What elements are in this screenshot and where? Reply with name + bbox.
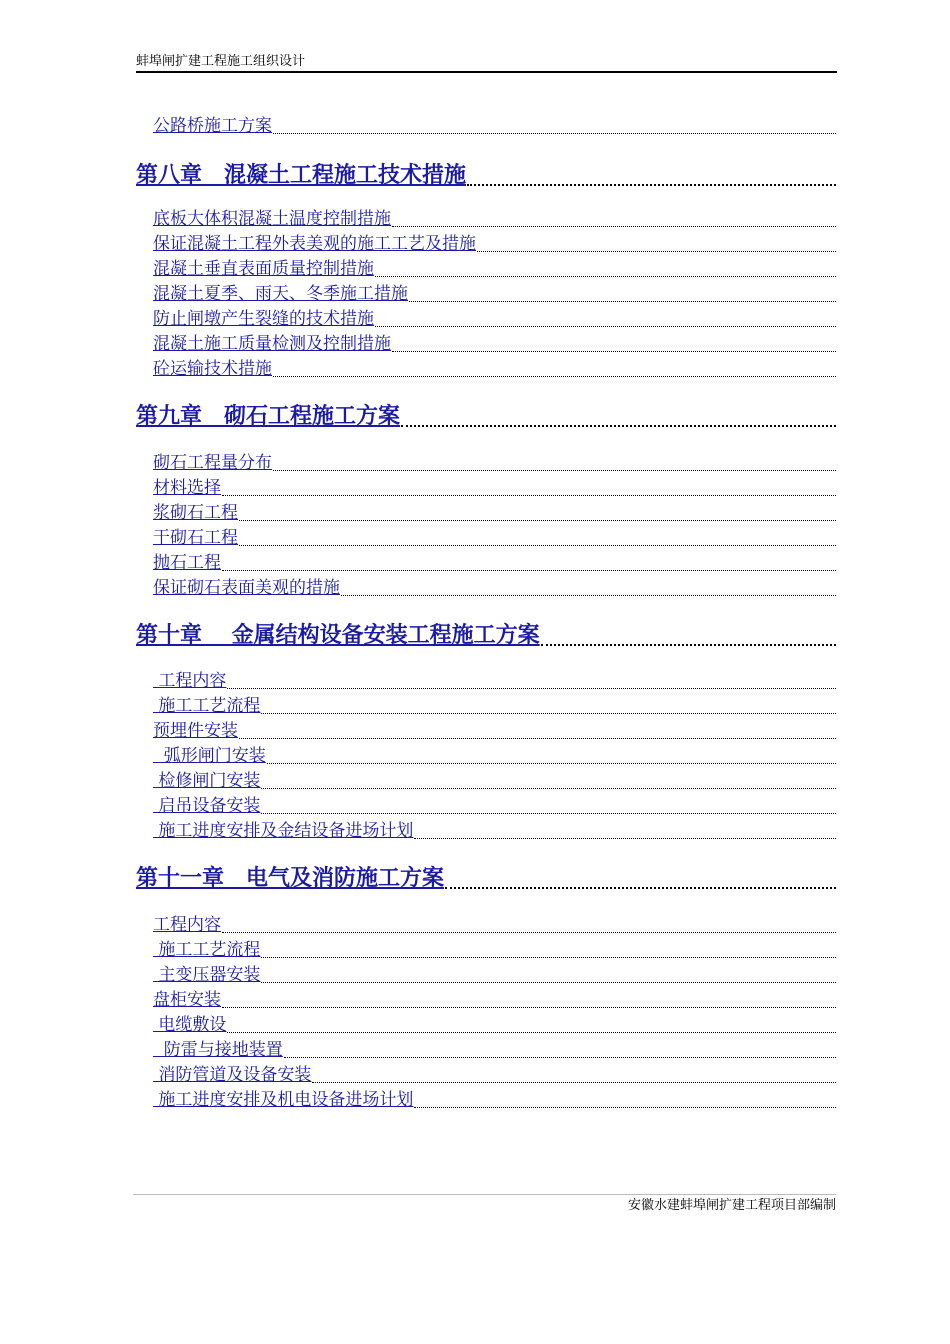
toc-link[interactable]: 混凝土夏季、雨天、冬季施工措施 bbox=[153, 284, 408, 304]
toc-link[interactable]: 弧形闸门安装 bbox=[153, 746, 266, 766]
toc-entry[interactable] bbox=[136, 577, 836, 599]
dot-leader bbox=[222, 1007, 836, 1008]
dot-leader bbox=[267, 763, 836, 764]
page-header bbox=[136, 52, 836, 72]
toc-link[interactable]: 工程内容 bbox=[153, 671, 227, 691]
dot-leader bbox=[239, 738, 836, 739]
toc-entry[interactable] bbox=[136, 333, 836, 355]
dot-leader bbox=[375, 276, 836, 277]
toc-link[interactable]: 第十一章 电气及消防施工方案 bbox=[136, 865, 445, 891]
toc-link[interactable]: 电缆敷设 bbox=[153, 1015, 227, 1035]
toc-link[interactable]: 混凝土施工质量检测及控制措施 bbox=[153, 334, 391, 354]
toc-link[interactable]: 第九章 砌石工程施工方案 bbox=[136, 403, 401, 429]
toc-entry[interactable] bbox=[136, 552, 836, 574]
dot-leader bbox=[409, 301, 836, 302]
dot-leader bbox=[261, 957, 836, 958]
toc-link[interactable]: 混凝土垂直表面质量控制措施 bbox=[153, 259, 374, 279]
toc-link[interactable]: 预埋件安装 bbox=[153, 721, 238, 741]
toc-link[interactable]: 启吊设备安装 bbox=[153, 796, 261, 816]
toc-link[interactable]: 盘柜安装 bbox=[153, 990, 221, 1010]
dot-leader bbox=[467, 184, 836, 186]
toc-entry[interactable] bbox=[136, 770, 836, 792]
toc-entry[interactable] bbox=[136, 695, 836, 717]
dot-leader bbox=[392, 351, 836, 352]
dot-leader bbox=[227, 688, 836, 689]
dot-leader bbox=[284, 1057, 836, 1058]
dot-leader bbox=[375, 326, 836, 327]
dot-leader bbox=[312, 1082, 836, 1083]
footer-text: 安徽水建蚌埠闸扩建工程项目部编制 bbox=[627, 1198, 836, 1213]
toc-link[interactable]: 消防管道及设备安装 bbox=[153, 1065, 312, 1085]
dot-leader bbox=[261, 813, 836, 814]
toc-entry[interactable] bbox=[136, 283, 836, 305]
toc-link[interactable]: 保证砌石表面美观的措施 bbox=[153, 578, 340, 598]
toc-entry[interactable] bbox=[136, 233, 836, 255]
toc-entry[interactable] bbox=[136, 477, 836, 499]
toc-link[interactable]: 第十章 金属结构设备安装工程施工方案 bbox=[136, 622, 540, 648]
dot-leader bbox=[392, 226, 836, 227]
toc-link[interactable]: 防止闸墩产生裂缝的技术措施 bbox=[153, 309, 374, 329]
toc-link[interactable]: 底板大体积混凝土温度控制措施 bbox=[153, 209, 391, 229]
toc-link[interactable]: 主变压器安装 bbox=[153, 965, 261, 985]
toc-entry[interactable] bbox=[136, 208, 836, 230]
toc-chapter-heading[interactable] bbox=[136, 160, 836, 190]
dot-leader bbox=[222, 570, 836, 571]
header-divider bbox=[136, 71, 837, 73]
toc-link[interactable]: 第八章 混凝土工程施工技术措施 bbox=[136, 162, 467, 188]
toc-entry[interactable] bbox=[136, 820, 836, 842]
toc-chapter-heading[interactable] bbox=[136, 401, 836, 431]
dot-leader bbox=[273, 376, 836, 377]
toc-entry[interactable] bbox=[136, 115, 836, 137]
toc-chapter-heading[interactable] bbox=[136, 620, 836, 650]
toc-link[interactable]: 材料选择 bbox=[153, 478, 221, 498]
footer-divider bbox=[133, 1194, 836, 1195]
toc-entry[interactable] bbox=[136, 1039, 836, 1061]
dot-leader bbox=[273, 133, 836, 134]
toc-entry[interactable] bbox=[136, 1064, 836, 1086]
toc-entry[interactable] bbox=[136, 1089, 836, 1111]
dot-leader bbox=[414, 838, 836, 839]
toc-link[interactable]: 保证混凝土工程外表美观的施工工艺及措施 bbox=[153, 234, 476, 254]
toc-entry[interactable] bbox=[136, 914, 836, 936]
toc-entry[interactable] bbox=[136, 964, 836, 986]
dot-leader bbox=[341, 595, 836, 596]
dot-leader bbox=[261, 713, 836, 714]
dot-leader bbox=[273, 470, 836, 471]
dot-leader bbox=[541, 644, 836, 646]
dot-leader bbox=[261, 788, 836, 789]
toc-entry[interactable] bbox=[136, 745, 836, 767]
toc-link[interactable]: 施工工艺流程 bbox=[153, 940, 261, 960]
dot-leader bbox=[261, 982, 836, 983]
toc-entry[interactable] bbox=[136, 795, 836, 817]
dot-leader bbox=[414, 1107, 836, 1108]
dot-leader bbox=[239, 545, 836, 546]
toc-link[interactable]: 砌石工程量分布 bbox=[153, 453, 272, 473]
toc-link[interactable]: 抛石工程 bbox=[153, 553, 221, 573]
dot-leader bbox=[227, 1032, 836, 1033]
toc-link[interactable]: 干砌石工程 bbox=[153, 528, 238, 548]
toc-link[interactable]: 工程内容 bbox=[153, 915, 221, 935]
toc-chapter-heading[interactable] bbox=[136, 863, 836, 893]
toc-link[interactable]: 防雷与接地装置 bbox=[153, 1040, 283, 1060]
toc-entry[interactable] bbox=[136, 720, 836, 742]
toc-entry[interactable] bbox=[136, 670, 836, 692]
toc-entry[interactable] bbox=[136, 1014, 836, 1036]
toc-entry[interactable] bbox=[136, 502, 836, 524]
dot-leader bbox=[222, 932, 836, 933]
dot-leader bbox=[239, 520, 836, 521]
toc-entry[interactable] bbox=[136, 452, 836, 474]
toc-link[interactable]: 施工工艺流程 bbox=[153, 696, 261, 716]
header-title: 蚌埠闸扩建工程施工组织设计 bbox=[136, 54, 306, 69]
toc-entry[interactable] bbox=[136, 989, 836, 1011]
toc-link[interactable]: 公路桥施工方案 bbox=[153, 116, 272, 136]
toc-link[interactable]: 施工进度安排及金结设备进场计划 bbox=[153, 821, 414, 841]
toc-entry[interactable] bbox=[136, 308, 836, 330]
toc-link[interactable]: 检修闸门安装 bbox=[153, 771, 261, 791]
dot-leader bbox=[445, 887, 836, 889]
dot-leader bbox=[401, 425, 836, 427]
toc-link[interactable]: 施工进度安排及机电设备进场计划 bbox=[153, 1090, 414, 1110]
toc-link[interactable]: 浆砌石工程 bbox=[153, 503, 238, 523]
dot-leader bbox=[222, 495, 836, 496]
dot-leader bbox=[477, 251, 836, 252]
toc-link[interactable]: 砼运输技术措施 bbox=[153, 359, 272, 379]
toc-entry[interactable] bbox=[136, 358, 836, 380]
toc-entry[interactable] bbox=[136, 258, 836, 280]
toc-entry[interactable] bbox=[136, 939, 836, 961]
toc-entry[interactable] bbox=[136, 527, 836, 549]
